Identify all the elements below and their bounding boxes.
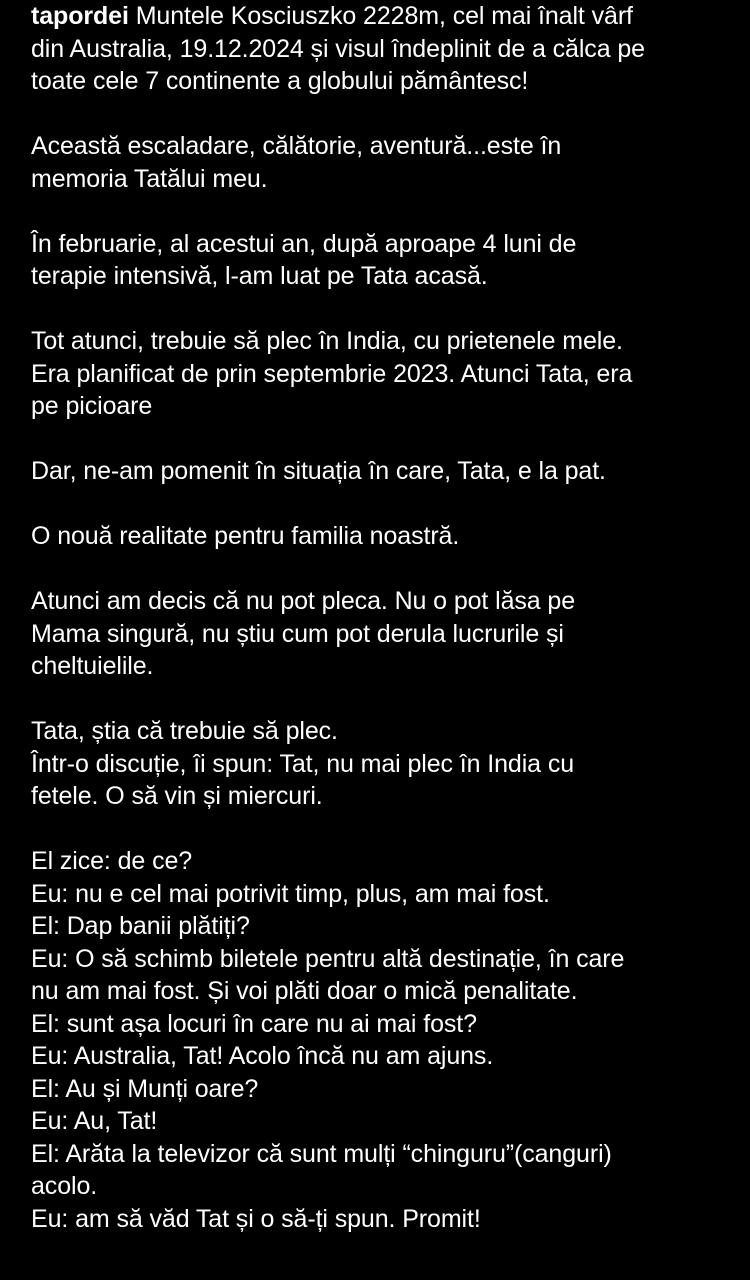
caption-line: Eu: O să schimb biletele pentru altă destinație, în care xyxy=(31,944,625,973)
caption-paragraph xyxy=(31,455,731,488)
caption-paragraph xyxy=(31,715,731,813)
caption-paragraph xyxy=(31,228,731,293)
caption-line: El zice: de ce? xyxy=(31,847,193,875)
caption-line: Mama singură, nu știu cum pot derula lucrurile și xyxy=(31,619,564,648)
caption-line: Eu: Australia, Tat! Acolo încă nu am ajuns. xyxy=(31,1042,494,1070)
caption-line: Era planificat de prin septembrie 2023. Atunci Tata, era xyxy=(31,359,633,388)
caption-line: Tata, știa că trebuie să plec. xyxy=(31,717,338,745)
caption-line: El: sunt așa locuri în care nu ai mai fost? xyxy=(31,1009,477,1038)
caption-line: acolo. xyxy=(31,1172,98,1200)
caption-line: El: Au și Munți oare? xyxy=(31,1074,259,1103)
caption-paragraph xyxy=(31,585,731,683)
caption-line: pe picioare xyxy=(31,392,153,420)
caption-line: toate cele 7 continente a globului pământesc! xyxy=(31,67,529,95)
caption-line: El: Arăta la televizor că sunt mulți “chinguru”(canguri) xyxy=(31,1139,612,1168)
caption-paragraph xyxy=(31,325,731,423)
caption-line: fetele. O să vin și miercuri. xyxy=(31,782,323,810)
username-link[interactable]: tapordei xyxy=(31,2,129,30)
caption-line: cheltuielile. xyxy=(31,652,154,680)
post-caption xyxy=(31,0,731,1235)
caption-line: Într-o discuție, îi spun: Tat, nu mai plec în India cu xyxy=(31,749,575,778)
caption-line: O nouă realitate pentru familia noastră. xyxy=(31,522,460,550)
caption-line: din Australia, 19.12.2024 și visul îndeplinit de a călca pe xyxy=(31,34,645,63)
caption-line: Eu: Au, Tat! xyxy=(31,1107,158,1135)
caption-text: Muntele Kosciuszko 2228m, cel mai înalt vârf xyxy=(135,2,633,30)
caption-paragraph xyxy=(31,130,731,195)
caption-line: nu am mai fost. Și voi plăti doar o mică penalitate. xyxy=(31,977,578,1005)
caption-line: Eu: am să văd Tat și o să-ți spun. Promit! xyxy=(31,1204,481,1233)
caption-line: El: Dap banii plătiți? xyxy=(31,912,250,940)
caption-line: memoria Tatălui meu. xyxy=(31,164,268,193)
caption-line: Tot atunci, trebuie să plec în India, cu prietenele mele. xyxy=(31,327,623,355)
caption-line: Dar, ne-am pomenit în situația în care, Tata, e la pat. xyxy=(31,457,606,485)
caption-paragraph xyxy=(31,0,731,98)
caption-line: Eu: nu e cel mai potrivit timp, plus, am mai fost. xyxy=(31,879,550,908)
caption-line xyxy=(31,0,731,33)
caption-paragraph xyxy=(31,845,731,1235)
caption-line: terapie intensivă, l-am luat pe Tata acasă. xyxy=(31,262,488,290)
caption-line: În februarie, al acestui an, după aproape 4 luni de xyxy=(31,229,577,258)
caption-paragraph xyxy=(31,520,731,553)
caption-line: Atunci am decis că nu pot pleca. Nu o pot lăsa pe xyxy=(31,587,576,615)
caption-line: Această escaladare, călătorie, aventură...este în xyxy=(31,132,562,160)
